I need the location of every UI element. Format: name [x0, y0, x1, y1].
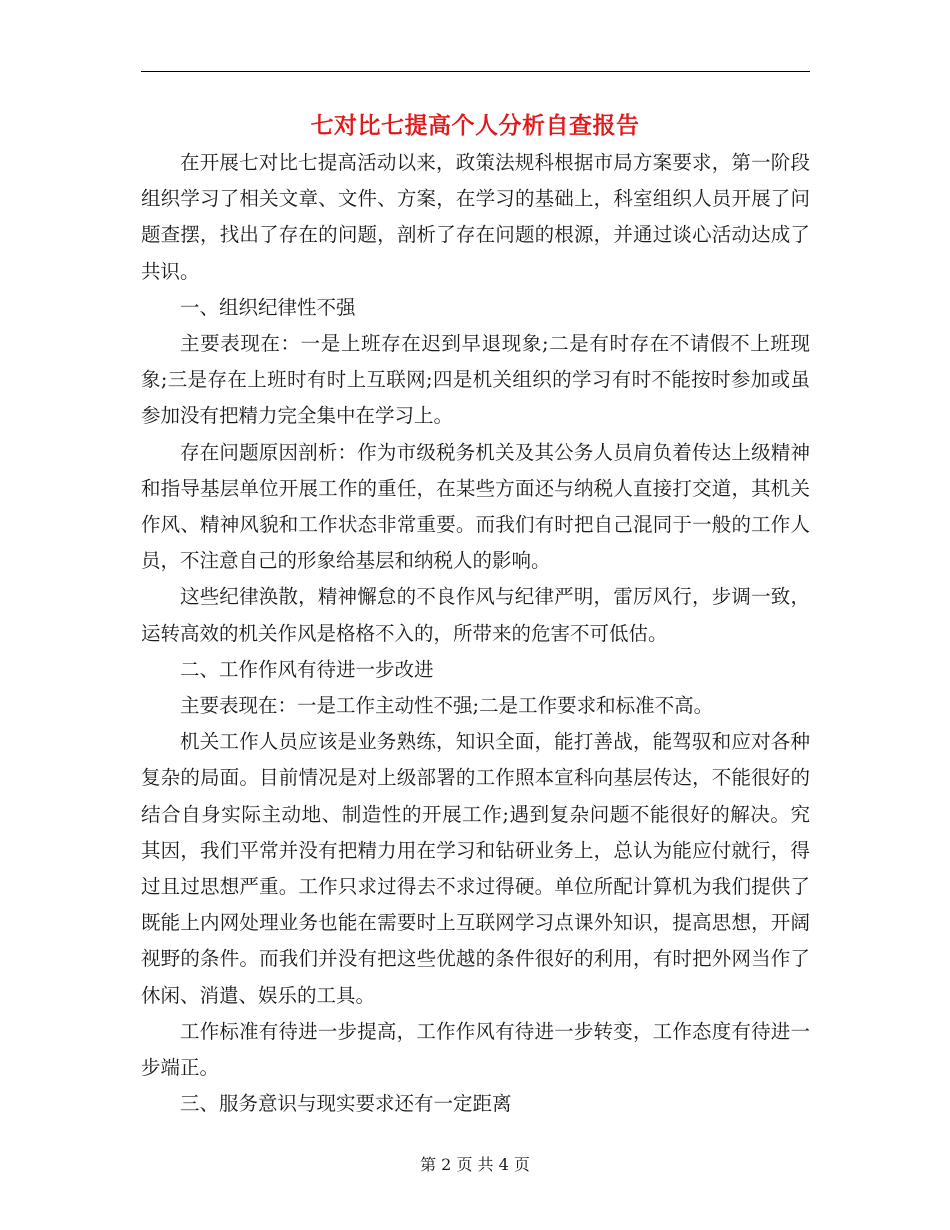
- paragraph: 工作标准有待进一步提高，工作作风有待进一步转变，工作态度有待进一步端正。: [141, 1019, 810, 1080]
- section-heading-3: 三、服务意识与现实要求还有一定距离: [180, 1092, 512, 1116]
- paragraph: 主要表现在：一是工作主动性不强;二是工作要求和标准不高。: [180, 694, 714, 718]
- paragraph: 主要表现在：一是上班存在迟到早退现象;二是有时存在不请假不上班现象;三是存在上班时有时上互联网;四是机关组织的学习有时不能按时参加或虽参加没有把精力完全集中在学习上。: [141, 332, 810, 428]
- paragraph-intro: 在开展七对比七提高活动以来，政策法规科根据市局方案要求，第一阶段组织学习了相关文章、文件、方案，在学习的基础上，科室组织人员开展了问题查摆，找出了存在的问题，剖析了存在问题的根源，并通过谈心活动达成了共识。: [141, 151, 810, 283]
- paragraph: 机关工作人员应该是业务熟练，知识全面，能打善战，能驾驭和应对各种复杂的局面。目前情况是对上级部署的工作照本宣科向基层传达，不能很好的结合自身实际主动地、制造性的开展工作;遇到复杂问题不能很好的解决。究其因，我们平常并没有把精力用在学习和钻研业务上，总认为能应付就行，得过且过思想严重。工作只求过得去不求过得硬。单位所配计算机为我们提供了既能上内网处理业务也能在需要时上互联网学习点课外知识，提高思想，开阔视野的条件。而我们并没有把这些优越的条件很好的利用，有时把外网当作了休闲、消遣、娱乐的工具。: [141, 730, 810, 1007]
- paragraph: 存在问题原因剖析：作为市级税务机关及其公务人员肩负着传达上级精神和指导基层单位开展工作的重任，在某些方面还与纳税人直接打交道，其机关作风、精神风貌和工作状态非常重要。而我们有时把自己混同于一般的工作人员，不注意自己的形象给基层和纳税人的影响。: [141, 440, 810, 573]
- section-heading-2: 二、工作作风有待进一步改进: [180, 657, 434, 681]
- header-rule: [141, 71, 810, 72]
- document-title: 七对比七提高个人分析自查报告: [310, 112, 640, 139]
- page-number-footer: 第 2 页 共 4 页: [420, 1155, 530, 1174]
- section-heading-1: 一、组织纪律性不强: [180, 295, 356, 319]
- paragraph: 这些纪律涣散，精神懈怠的不良作风与纪律严明，雷厉风行，步调一致，运转高效的机关作风是格格不入的，所带来的危害不可低估。: [141, 585, 810, 645]
- document-body: [141, 145, 810, 1122]
